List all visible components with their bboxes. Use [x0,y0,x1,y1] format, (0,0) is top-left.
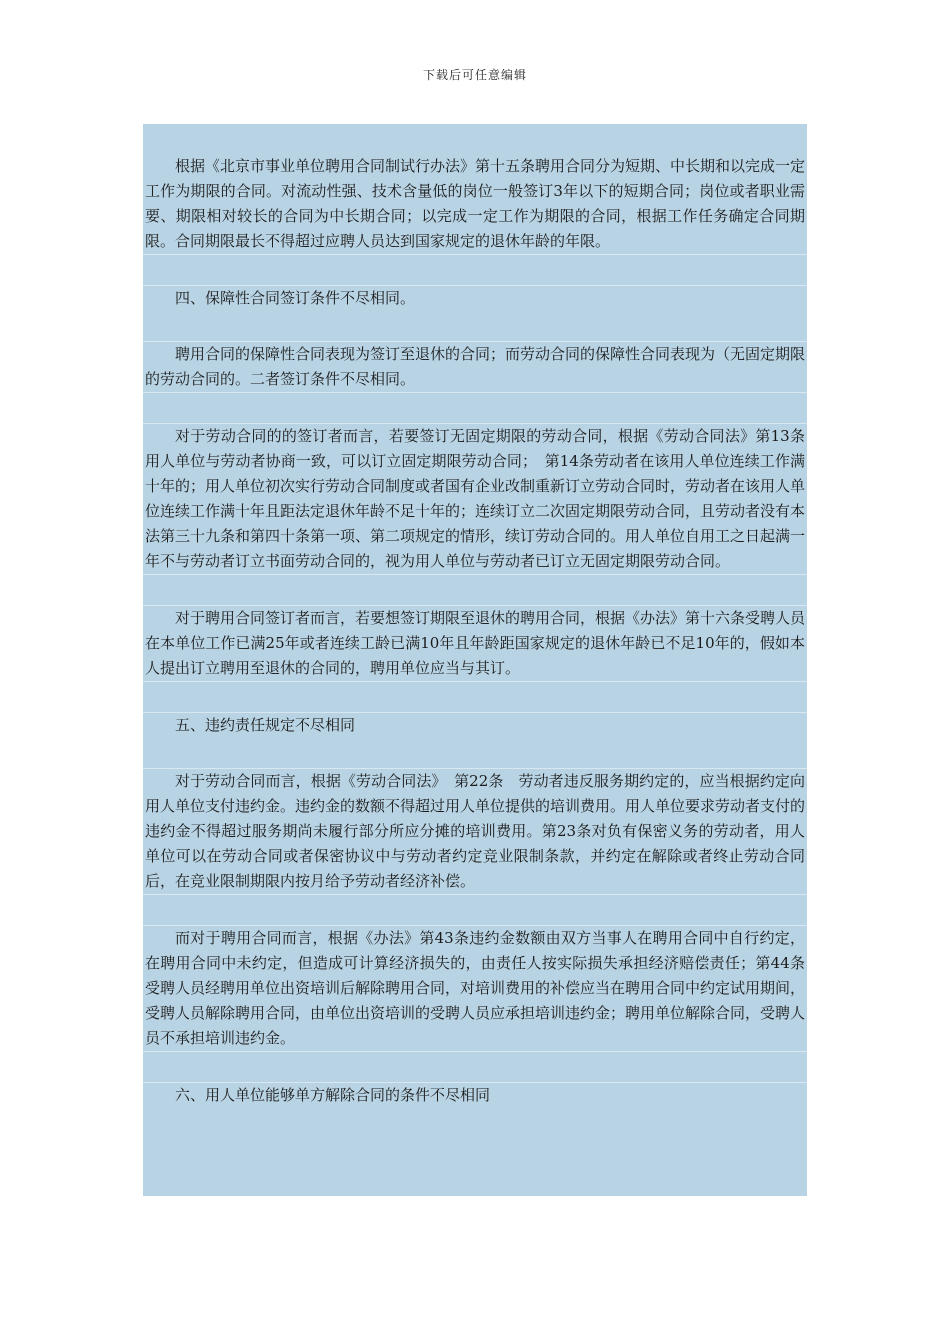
paragraph-gap [143,311,807,342]
section-heading-6: 六、用人单位能够单方解除合同的条件不尽相同 [175,1086,491,1104]
paragraph-contract-term: 根据《北京市事业单位聘用合同制试行办法》第十五条聘用合同分为短期、中长期和以完成一定工作为期限的合同。对流动性强、技术含量低的岗位一般签订3年以下的短期合同；岗位或者职业需要、期限相对较长的合同为中长期合同；以完成一定工作为期限的合同，根据工作任务确定合同期限。合同期限最长不得超过应聘人员达到国家规定的退休年龄的年限。 [143,154,807,255]
section-heading-4: 四、保障性合同签订条件不尽相同。 [175,289,416,307]
document-body [143,124,807,1196]
paragraph-gap [143,393,807,424]
page-header: 下载后可任意编辑 [422,68,527,82]
paragraph-labor-contract-signing: 对于劳动合同的的签订者而言，若要签订无固定期限的劳动合同，根据《劳动合同法》第13条用人单位与劳动者协商一致，可以订立固定期限劳动合同； 第14条劳动者在该用人单位连续工作满十年的；用人单位初次实行劳动合同制度或者国有企业改制重新订立劳动合同时，劳动者在该用人单位连续工作满十年且距法定退休年龄不足十年的；连续订立二次固定期限劳动合同，且劳动者没有本法第三十九条和第四十条第一项、第二项规定的情形，续订劳动合同的。用人单位自用工之日起满一年不与劳动者订立书面劳动合同的，视为用人单位与劳动者已订立无固定期限劳动合同。 [143,424,807,575]
paragraph-labor-contract-liability: 对于劳动合同而言，根据《劳动合同法》 第22条 劳动者违反服务期约定的，应当根据约定向用人单位支付违约金。违约金的数额不得超过用人单位提供的培训费用。用人单位要求劳动者支付的违约金不得超过服务期尚未履行部分所应分摊的培训费用。第23条对负有保密义务的劳动者，用人单位可以在劳动合同或者保密协议中与劳动者约定竞业限制条款，并约定在解除或者终止劳动合同后，在竞业限制期限内按月给予劳动者经济补偿。 [143,769,807,895]
paragraph-gap [143,1052,807,1083]
paragraph-gap [143,255,807,286]
paragraph-gap [143,738,807,769]
paragraph-employment-contract-signing: 对于聘用合同签订者而言，若要想签订期限至退休的聘用合同，根据《办法》第十六条受聘人员在本单位工作已满25年或者连续工龄已满10年且年龄距国家规定的退休年龄已不足10年的，假如本人提出订立聘用至退休的合同的，聘用单位应当与其订。 [143,606,807,682]
paragraph-guarantee-contract: 聘用合同的保障性合同表现为签订至退休的合同；而劳动合同的保障性合同表现为（无固定期限的劳动合同的。二者签订条件不尽相同。 [143,342,807,393]
paragraph-gap [143,682,807,713]
paragraph-gap [143,575,807,606]
section-heading-5: 五、违约责任规定不尽相同 [175,716,356,734]
paragraph-employment-contract-liability: 而对于聘用合同而言，根据《办法》第43条违约金数额由双方当事人在聘用合同中自行约定，在聘用合同中未约定，但造成可计算经济损失的，由责任人按实际损失承担经济赔偿责任；第44条受聘人员经聘用单位出资培训后解除聘用合同，对培训费用的补偿应当在聘用合同中约定试用期间，受聘人员解除聘用合同，由单位出资培训的受聘人员应承担培训违约金；聘用单位解除合同，受聘人员不承担培训违约金。 [143,926,807,1052]
paragraph-gap [143,895,807,926]
